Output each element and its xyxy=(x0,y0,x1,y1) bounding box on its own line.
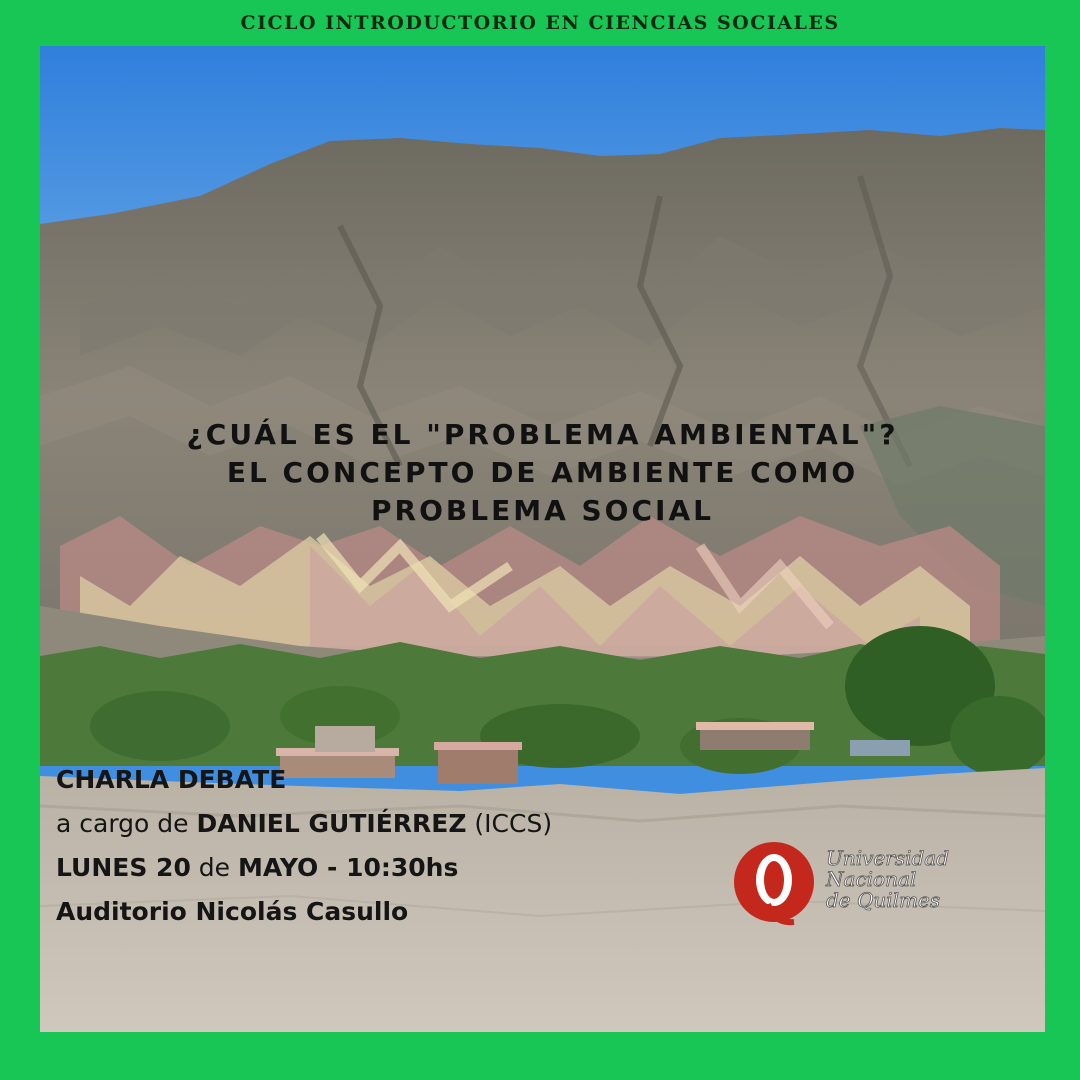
logo-line-2: Nacional xyxy=(826,867,917,891)
talk-title-line-1: ¿CUÁL ES EL "PROBLEMA AMBIENTAL"? xyxy=(186,418,899,451)
speaker-prefix: a cargo de xyxy=(56,809,197,838)
university-logo xyxy=(730,838,990,930)
talk-title xyxy=(40,416,1045,530)
speaker-name: DANIEL GUTIÉRREZ xyxy=(196,809,467,838)
event-venue: Auditorio Nicolás Casullo xyxy=(56,897,409,926)
event-month-time: MAYO - 10:30hs xyxy=(238,853,459,882)
speaker-affiliation: (ICCS) xyxy=(466,809,553,838)
event-day: LUNES 20 xyxy=(56,853,191,882)
event-details xyxy=(56,758,552,934)
talk-title-line-3: PROBLEMA SOCIAL xyxy=(371,494,714,527)
date-connector: de xyxy=(190,853,238,882)
top-banner xyxy=(0,0,1080,45)
logo-line-3: de Quilmes xyxy=(826,888,941,912)
event-type: CHARLA DEBATE xyxy=(56,765,287,794)
quilmes-q-icon xyxy=(730,838,822,930)
program-title: CICLO INTRODUCTORIO EN CIENCIAS SOCIALES xyxy=(240,11,840,34)
talk-title-line-2: EL CONCEPTO DE AMBIENTE COMO xyxy=(226,456,859,489)
logo-line-1: Universidad xyxy=(826,846,950,870)
